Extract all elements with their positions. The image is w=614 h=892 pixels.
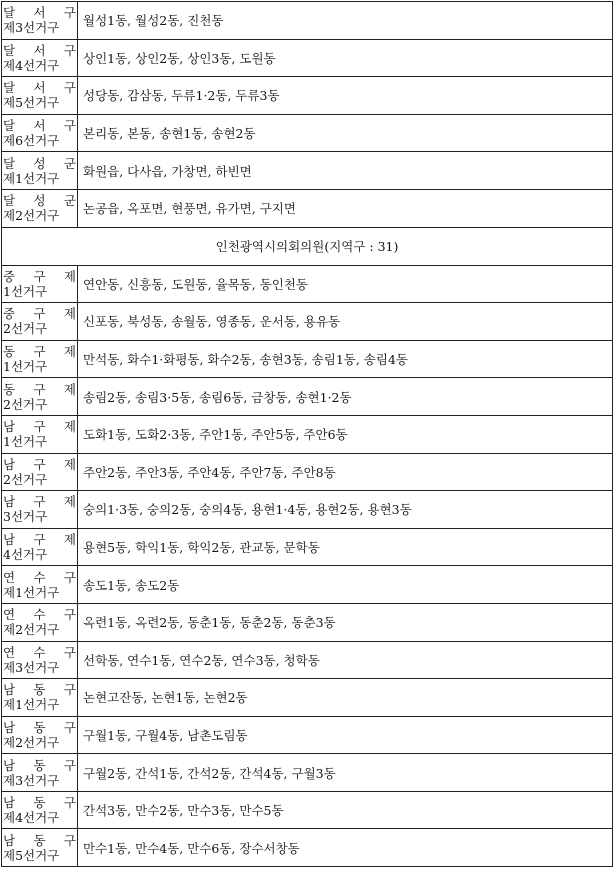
district-label-line: 달 서 구 — [3, 5, 76, 21]
table-row — [2, 152, 613, 190]
dong-list-cell: 숭의1·3동, 숭의2동, 숭의4동, 용현1·4동, 용현2동, 용현3동 — [78, 491, 613, 529]
district-label-line: 남 구 제 — [3, 494, 76, 510]
district-label-line: 연 수 구 — [3, 569, 76, 585]
district-label-line: 중 구 제 — [3, 268, 76, 284]
dong-list-cell: 용현5동, 학익1동, 학익2동, 관교동, 문학동 — [78, 528, 613, 566]
district-label-line: 제2선거구 — [3, 208, 60, 224]
district-label-line: 제3선거구 — [3, 772, 60, 788]
district-cell — [2, 453, 78, 491]
table-row — [2, 2, 613, 40]
district-label-line: 남 동 구 — [3, 719, 76, 735]
district-label-line: 제2선거구 — [3, 734, 60, 750]
district-label-line: 달 서 구 — [3, 42, 76, 58]
district-cell — [2, 2, 78, 40]
district-label-line: 제4선거구 — [3, 810, 60, 826]
district-cell — [2, 566, 78, 604]
district-cell — [2, 491, 78, 529]
table-row — [2, 77, 613, 115]
table-row — [2, 415, 613, 453]
table-row — [2, 641, 613, 679]
district-label-line: 제5선거구 — [3, 95, 60, 111]
district-label-line: 달 서 구 — [3, 80, 76, 96]
table-section-header — [2, 227, 613, 265]
district-label-line: 2선거구 — [3, 396, 48, 412]
district-cell — [2, 265, 78, 303]
dong-list-cell: 송림2동, 송림3·5동, 송림6동, 금창동, 송현1·2동 — [78, 378, 613, 416]
dong-list-cell: 논공읍, 옥포면, 현풍면, 유가면, 구지면 — [78, 189, 613, 227]
district-label-line: 제3선거구 — [3, 20, 60, 36]
district-label-line: 2선거구 — [3, 321, 48, 337]
district-cell — [2, 77, 78, 115]
dong-list-cell: 주안2동, 주안3동, 주안4동, 주안7동, 주안8동 — [78, 453, 613, 491]
table-row — [2, 791, 613, 829]
table-row — [2, 829, 613, 867]
section-header-row — [2, 227, 613, 265]
dong-list-cell: 선학동, 연수1동, 연수2동, 연수3동, 청학동 — [78, 641, 613, 679]
table-section-top — [2, 2, 613, 228]
table-row — [2, 265, 613, 303]
district-cell — [2, 114, 78, 152]
table-row — [2, 453, 613, 491]
district-label-line: 남 동 구 — [3, 832, 76, 848]
district-label-line: 제1선거구 — [3, 170, 60, 186]
district-cell — [2, 378, 78, 416]
district-label-line: 제2선거구 — [3, 622, 60, 638]
district-label-line: 달 성 군 — [3, 193, 76, 209]
table-row — [2, 114, 613, 152]
district-label-line: 연 수 구 — [3, 607, 76, 623]
table-row — [2, 716, 613, 754]
dong-list-cell: 간석3동, 만수2동, 만수3동, 만수5동 — [78, 791, 613, 829]
district-label-line: 달 서 구 — [3, 118, 76, 134]
district-label-line: 1선거구 — [3, 434, 48, 450]
table-section-bottom — [2, 265, 613, 867]
district-label-line: 중 구 제 — [3, 306, 76, 322]
district-label-line: 1선거구 — [3, 283, 48, 299]
district-cell — [2, 415, 78, 453]
district-label-line: 남 동 구 — [3, 682, 76, 698]
dong-list-cell: 상인1동, 상인2동, 상인3동, 도원동 — [78, 39, 613, 77]
district-label-line: 제4선거구 — [3, 57, 60, 73]
district-label-line: 제6선거구 — [3, 133, 60, 149]
district-label-line: 1선거구 — [3, 359, 48, 375]
district-cell — [2, 303, 78, 341]
section-header: 인천광역시의회의원(지역구 : 31) — [2, 227, 613, 265]
table-row — [2, 303, 613, 341]
district-label-line: 동 구 제 — [3, 381, 76, 397]
district-cell — [2, 528, 78, 566]
dong-list-cell: 연안동, 신흥동, 도원동, 율목동, 동인천동 — [78, 265, 613, 303]
district-cell — [2, 152, 78, 190]
table-row — [2, 491, 613, 529]
table-row — [2, 528, 613, 566]
district-label-line: 남 구 제 — [3, 532, 76, 548]
dong-list-cell: 구월2동, 간석1동, 간석2동, 간석4동, 구월3동 — [78, 754, 613, 792]
district-cell — [2, 791, 78, 829]
district-cell — [2, 340, 78, 378]
dong-list-cell: 구월1동, 구월4동, 남촌도림동 — [78, 716, 613, 754]
district-label-line: 제1선거구 — [3, 584, 60, 600]
district-cell — [2, 829, 78, 867]
dong-list-cell: 논현고잔동, 논현1동, 논현2동 — [78, 679, 613, 717]
dong-list-cell: 신포동, 북성동, 송월동, 영종동, 운서동, 용유동 — [78, 303, 613, 341]
dong-list-cell: 송도1동, 송도2동 — [78, 566, 613, 604]
dong-list-cell: 성당동, 감삼동, 두류1·2동, 두류3동 — [78, 77, 613, 115]
district-label-line: 남 동 구 — [3, 757, 76, 773]
dong-list-cell: 옥련1동, 옥련2동, 동춘1동, 동춘2동, 동춘3동 — [78, 603, 613, 641]
dong-list-cell: 만수1동, 만수4동, 만수6동, 장수서창동 — [78, 829, 613, 867]
table-row — [2, 378, 613, 416]
dong-list-cell: 월성1동, 월성2동, 진천동 — [78, 2, 613, 40]
district-label-line: 남 동 구 — [3, 795, 76, 811]
table-row — [2, 566, 613, 604]
dong-list-cell: 본리동, 본동, 송현1동, 송현2동 — [78, 114, 613, 152]
table-row — [2, 679, 613, 717]
district-label-line: 남 구 제 — [3, 456, 76, 472]
dong-list-cell: 만석동, 화수1·화평동, 화수2동, 송현3동, 송림1동, 송림4동 — [78, 340, 613, 378]
district-label-line: 4선거구 — [3, 547, 48, 563]
district-cell — [2, 603, 78, 641]
district-label-line: 제5선거구 — [3, 847, 60, 863]
dong-list-cell: 도화1동, 도화2·3동, 주안1동, 주안5동, 주안6동 — [78, 415, 613, 453]
district-label-line: 3선거구 — [3, 509, 48, 525]
district-label-line: 동 구 제 — [3, 344, 76, 360]
district-cell — [2, 641, 78, 679]
district-label-line: 제3선거구 — [3, 659, 60, 675]
district-table — [1, 1, 613, 867]
table-row — [2, 603, 613, 641]
district-label-line: 제1선거구 — [3, 697, 60, 713]
dong-list-cell: 화원읍, 다사읍, 가창면, 하빈면 — [78, 152, 613, 190]
district-cell — [2, 679, 78, 717]
table-row — [2, 39, 613, 77]
district-label-line: 2선거구 — [3, 471, 48, 487]
district-label-line: 남 구 제 — [3, 419, 76, 435]
district-cell — [2, 716, 78, 754]
table-row — [2, 189, 613, 227]
district-label-line: 달 성 군 — [3, 155, 76, 171]
district-cell — [2, 189, 78, 227]
district-cell — [2, 754, 78, 792]
table-row — [2, 340, 613, 378]
district-cell — [2, 39, 78, 77]
table-row — [2, 754, 613, 792]
district-label-line: 연 수 구 — [3, 644, 76, 660]
